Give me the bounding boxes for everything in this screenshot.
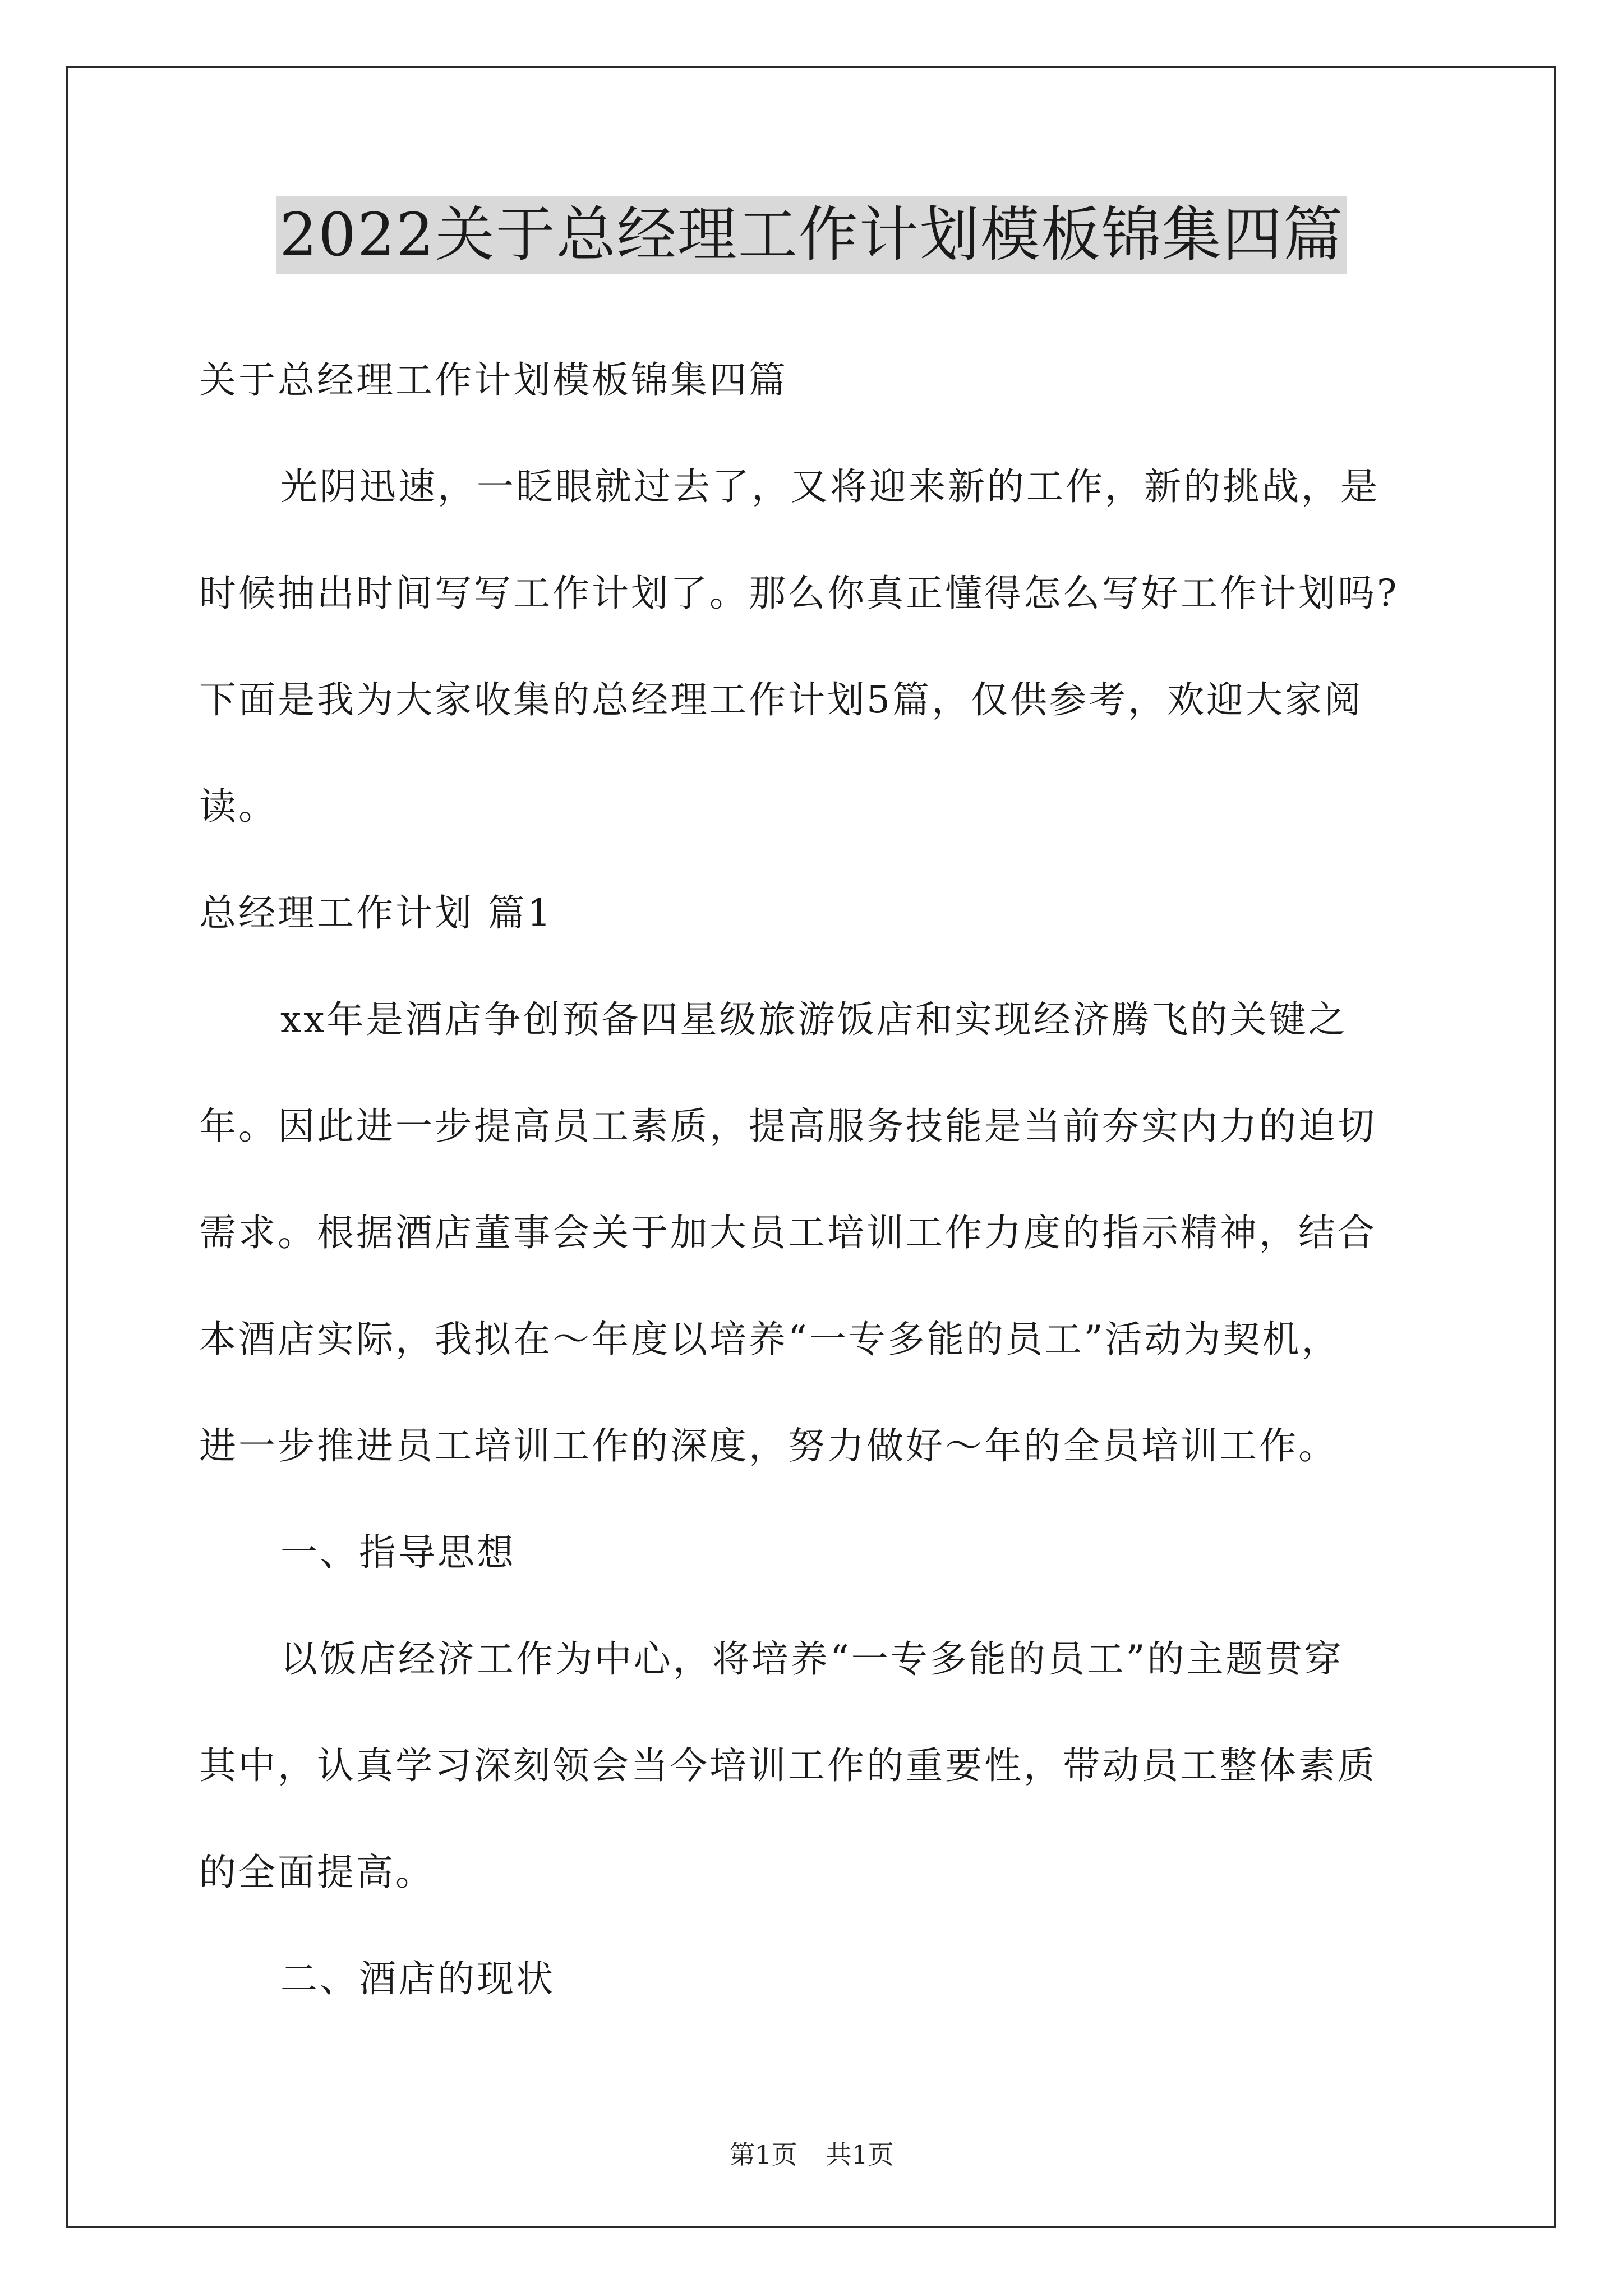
text-line: 年。因此进一步提高员工素质，提高服务技能是当前夯实内力的迫切 — [199, 1105, 1377, 1148]
text-line: 其中，认真学习深刻领会当今培训工作的重要性，带动员工整体素质 — [199, 1744, 1377, 1787]
page-footer — [0, 2134, 1623, 2171]
text-line: 时候抽出时间写写工作计划了。那么你真正懂得怎么写好工作计划吗? — [199, 572, 1399, 615]
text-line: 关于总经理工作计划模板锦集四篇 — [199, 358, 788, 402]
text-line: 需求。根据酒店董事会关于加大员工培训工作力度的指示精神，结合 — [199, 1211, 1377, 1254]
page-number: 第1页 — [729, 2139, 797, 2170]
document-title: 2022关于总经理工作计划模板锦集四篇 — [276, 196, 1347, 274]
text-line: 本酒店实际，我拟在～年度以培养“一专多能的员工”活动为契机， — [199, 1318, 1341, 1361]
text-line: 下面是我为大家收集的总经理工作计划5篇，仅供参考，欢迎大家阅 — [199, 678, 1363, 721]
text-line: 以饭店经济工作为中心，将培养“一专多能的员工”的主题贯穿 — [280, 1637, 1344, 1681]
section-heading: 总经理工作计划 篇1 — [199, 891, 553, 935]
document-body — [199, 353, 1433, 2059]
title-container — [0, 196, 1623, 274]
text-line: xx年是酒店争创预备四星级旅游饭店和实现经济腾飞的关键之 — [280, 998, 1348, 1041]
subsection-heading: 一、指导思想 — [280, 1531, 516, 1574]
text-line: 光阴迅速，一眨眼就过去了，又将迎来新的工作，新的挑战，是 — [280, 465, 1380, 508]
page-total: 共1页 — [826, 2139, 894, 2170]
text-line: 进一步推进员工培训工作的深度，努力做好～年的全员培训工作。 — [199, 1424, 1338, 1467]
subsection-heading: 二、酒店的现状 — [280, 1957, 555, 2000]
text-line: 读。 — [199, 785, 278, 828]
text-line: 的全面提高。 — [199, 1851, 435, 1894]
